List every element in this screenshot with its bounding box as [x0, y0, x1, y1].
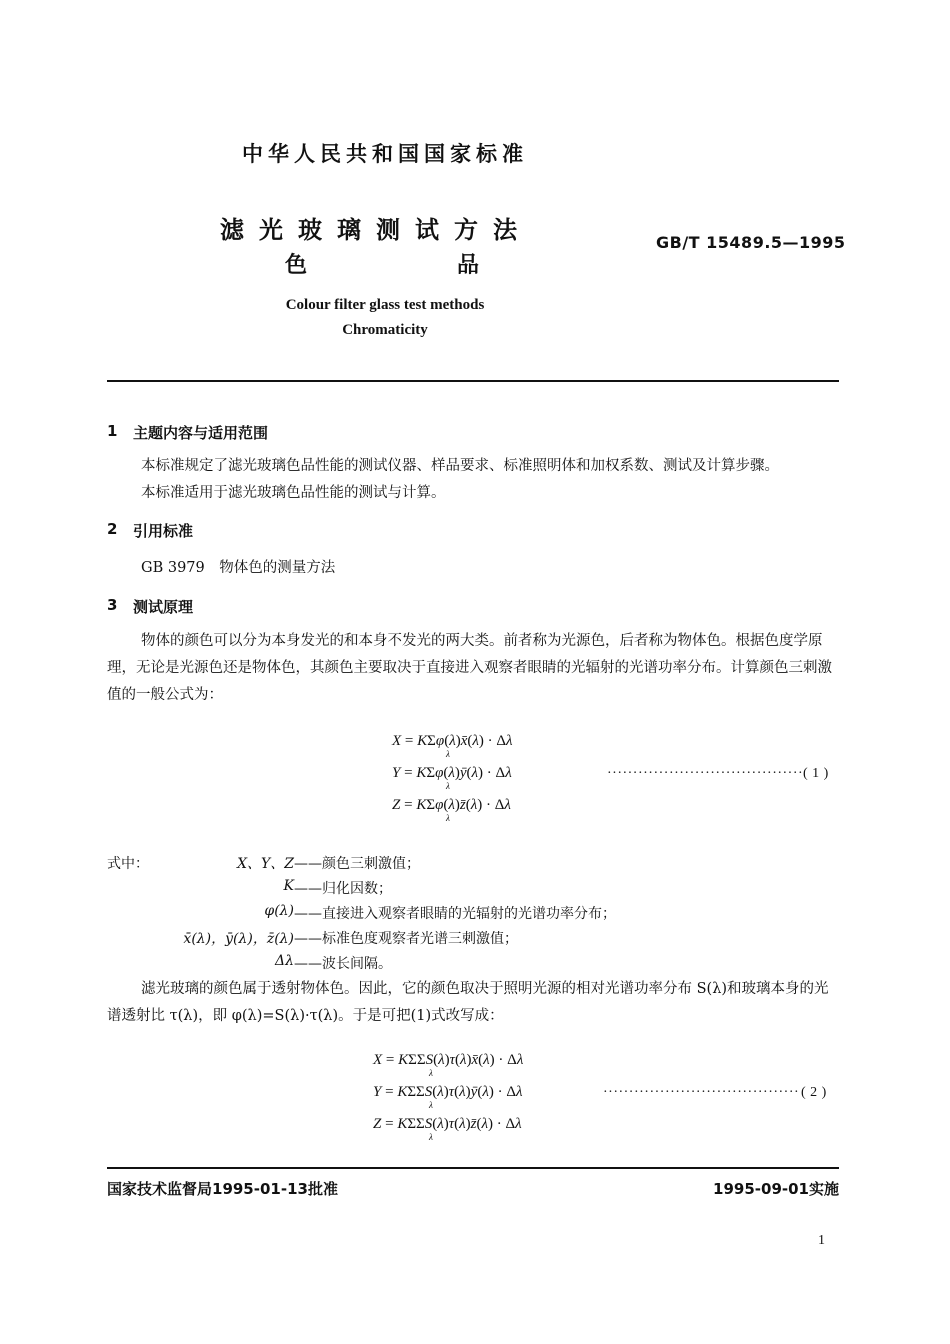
section-3-paragraph-2: 滤光玻璃的颜色属于透射物体色。因此，它的颜色取决于照明光源的相对光谱功率分布 S(λ)和玻璃本身的光谱透射比 τ(λ)，即 φ(λ)=S(λ)·τ(λ)。于是可把(1)式改写成： — [107, 981, 829, 1024]
definition-symbol: X、Y、Z — [237, 856, 294, 872]
main-title: 中华人民共和国国家标准 — [242, 142, 528, 166]
section-3-title: 测试原理 — [133, 598, 194, 616]
english-title-line-2: Chromaticity — [342, 322, 428, 338]
equation-1-label: ( 1 ) — [803, 766, 829, 781]
definition-description: 颜色三刺激值； — [322, 856, 420, 872]
english-title-line-1: Colour filter glass test methods — [285, 297, 485, 313]
section-2-number: 2 — [107, 520, 118, 538]
equation-1-z: Z = KΣφ(λ)z̄(λ) · Δλ λ — [392, 797, 511, 823]
definition-description: 归化因数； — [322, 881, 392, 897]
standard-code: GB/T 15489.5—1995 — [656, 233, 846, 252]
equation-1-x: X = KΣφ(λ)x̄(λ) · Δλ λ — [392, 733, 513, 759]
definition-text: ——波长间隔。 — [294, 956, 392, 972]
section-1-paragraph-2: 本标准适用于滤光玻璃色品性能的测试与计算。 — [141, 485, 446, 501]
definition-symbol: x̄(λ)，ȳ(λ)，z̄(λ) — [183, 931, 294, 947]
equation-2-y: Y = KΣΣS(λ)τ(λ)ȳ(λ) · Δλ λ — [373, 1084, 523, 1110]
section-2-reference: GB 3979 物体色的测量方法 — [141, 560, 336, 576]
section-1-title: 主题内容与适用范围 — [133, 424, 269, 442]
section-1-number: 1 — [107, 422, 118, 440]
definition-symbol: φ(λ) — [264, 903, 294, 919]
equation-2-label: ( 2 ) — [801, 1085, 827, 1100]
definition-text: ——标准色度观察者光谱三刺激值； — [294, 931, 518, 947]
definition-text: ——颜色三刺激值； — [294, 856, 420, 872]
definition-symbol: Δλ — [275, 953, 294, 969]
implementation-date: 1995-09-01实施 — [713, 1180, 839, 1198]
equation-2-x: X = KΣΣS(λ)τ(λ)x̄(λ) · Δλ λ — [373, 1052, 524, 1078]
definition-text: ——直接进入观察者眼睛的光辐射的光谱功率分布； — [294, 906, 616, 922]
header-divider — [107, 380, 839, 382]
definition-description: 直接进入观察者眼睛的光辐射的光谱功率分布； — [322, 906, 616, 922]
document-title-line-1: 滤光玻璃测试方法 — [220, 216, 532, 244]
definitions-lead: 式中： — [107, 856, 149, 872]
section-3-paragraph-1: 物体的颜色可以分为本身发光的和本身不发光的两大类。前者称为光源色，后者称为物体色。根据色度学原理，无论是光源色还是物体色，其颜色主要取决于直接进入观察者眼睛的光辐射的光谱功率分布。计算颜色三刺激值的一般公式为： — [107, 633, 832, 703]
definition-description: 标准色度观察者光谱三刺激值； — [322, 931, 518, 947]
equation-1-y: Y = KΣφ(λ)ȳ(λ) · Δλ λ — [392, 765, 512, 791]
equation-2-leader: ······································ — [603, 1085, 800, 1100]
equation-1-leader: ······································ — [607, 766, 804, 781]
equation-2-z: Z = KΣΣS(λ)τ(λ)z̄(λ) · Δλ λ — [373, 1116, 522, 1142]
definition-symbol: K — [283, 878, 294, 894]
section-2-title: 引用标准 — [133, 522, 194, 540]
footer-divider — [107, 1167, 839, 1169]
section-1-paragraph-1: 本标准规定了滤光玻璃色品性能的测试仪器、样品要求、标准照明体和加权系数、测试及计算步骤。 — [141, 458, 779, 474]
definition-description: 波长间隔。 — [322, 956, 392, 972]
page-number: 1 — [818, 1233, 825, 1248]
definition-text: ——归化因数； — [294, 881, 392, 897]
document-title-line-2: 色品 — [285, 253, 630, 278]
section-3-number: 3 — [107, 596, 118, 614]
approval-date: 国家技术监督局1995-01-13批准 — [107, 1180, 338, 1198]
